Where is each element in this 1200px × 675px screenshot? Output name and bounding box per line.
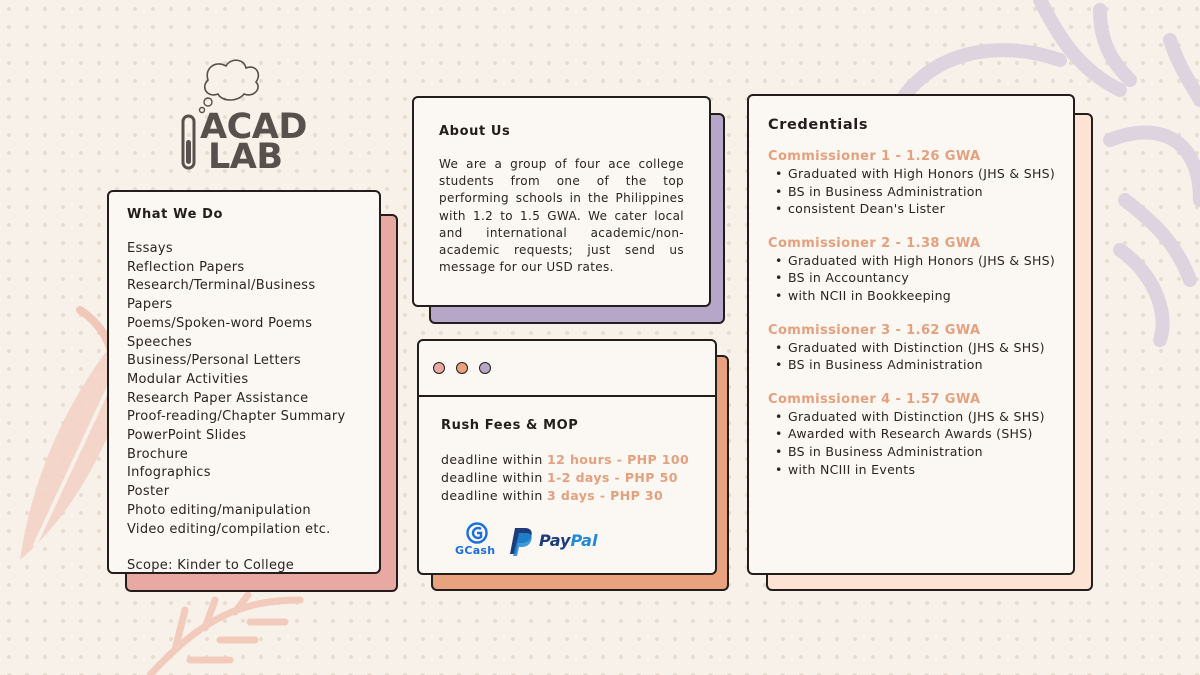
rush-fee-list [441,451,705,505]
credential-item: • Graduated with Distinction (JHS & SHS) [768,339,1073,357]
rush-card [417,339,717,575]
about-title: About Us [439,124,511,139]
rush-fee-line [441,469,705,487]
credential-item: • Graduated with Distinction (JHS & SHS) [768,408,1073,426]
services-list [127,240,361,539]
service-item: Brochure [127,446,189,462]
window-titlebar [419,341,715,397]
service-item: Video editing/compilation etc. [127,521,331,537]
rush-fee-prefix: deadline within [441,452,548,467]
service-item: Proof-reading/Chapter Summary [127,409,346,425]
gcash-icon [465,521,489,545]
about-card [412,96,711,307]
credential-item: • Graduated with High Honors (JHS & SHS) [768,252,1073,270]
paypal-icon [509,526,535,556]
service-item: Poems/Spoken-word Poems [127,315,313,331]
credential-item: • BS in Accountancy [768,269,1073,287]
commissioner-credentials-list [768,252,1073,305]
gcash-label: GCash [455,544,496,557]
credential-item: • BS in Business Administration [768,356,1073,374]
credential-item: • consistent Dean's Lister [768,200,1073,218]
rush-fee-line [441,451,705,469]
credentials-card [747,94,1075,575]
credential-item: • with NCIII in Events [768,461,1073,479]
rush-fee-prefix: deadline within [441,470,548,485]
payment-methods [455,521,655,561]
rush-title: Rush Fees & MOP [441,418,579,433]
commissioner-title: Commissioner 4 - 1.57 GWA [768,391,981,407]
leaf-bottom-left-2 [150,595,300,675]
paypal-word-pal: Pal [570,531,598,550]
service-item: Business/Personal Letters [127,353,301,369]
credentials-title: Credentials [768,117,869,133]
service-item: Reflection Papers [127,259,245,275]
credential-item: • Graduated with High Honors (JHS & SHS) [768,165,1073,183]
paypal-word-pay: Pay [539,531,571,550]
service-item: Poster [127,484,170,500]
commissioner-section [768,236,1073,305]
window-dot-lavender [479,362,491,374]
paypal-wordmark [539,531,597,550]
rush-fee-line [441,487,705,505]
rush-fee-prefix: deadline within [441,488,548,503]
logo-text-line2: LAB [208,137,283,177]
service-item: Photo editing/manipulation [127,502,311,518]
what-we-do-card [107,190,381,574]
commissioner-section [768,392,1073,478]
service-item: Infographics [127,465,211,481]
commissioner-credentials-list [768,339,1073,374]
rush-fee-price: 1-2 days - PHP 50 [547,470,678,485]
commissioner-credentials-list [768,165,1073,218]
service-item: PowerPoint Slides [127,428,247,444]
commissioner-title: Commissioner 3 - 1.62 GWA [768,322,981,338]
credential-item: • with NCII in Bookkeeping [768,287,1073,305]
commissioner-credentials-list [768,408,1073,478]
credential-item: • BS in Business Administration [768,183,1073,201]
rush-fee-price: 12 hours - PHP 100 [547,452,690,467]
rush-fee-price: 3 days - PHP 30 [547,488,664,503]
logo-text-line1: ACAD [200,107,307,147]
service-item: Modular Activities [127,371,249,387]
window-dot-pink [433,362,445,374]
what-we-do-title: What We Do [127,207,224,222]
service-item: Essays [127,241,173,256]
window-dot-orange [456,362,468,374]
service-item: Speeches [127,334,193,350]
commissioner-title: Commissioner 1 - 1.26 GWA [768,149,981,164]
about-text: We are a group of four ace college students from one of the top performing schools in the Philippines with 1.2 to 1.5 GWA. We cater local and international academic/non-academic requests; just send us message for our USD rates. [439,157,684,275]
commissioner-section [768,149,1073,218]
acad-lab-logo [178,56,318,176]
commissioner-list [768,149,1073,478]
commissioner-title: Commissioner 2 - 1.38 GWA [768,235,981,251]
service-item: Research Paper Assistance [127,390,309,406]
service-item: Research/Terminal/Business Papers [127,278,316,313]
scope-text: Scope: Kinder to College [127,558,295,574]
credential-item: • Awarded with Research Awards (SHS) [768,425,1073,443]
commissioner-section [768,323,1073,374]
credential-item: • BS in Business Administration [768,443,1073,461]
